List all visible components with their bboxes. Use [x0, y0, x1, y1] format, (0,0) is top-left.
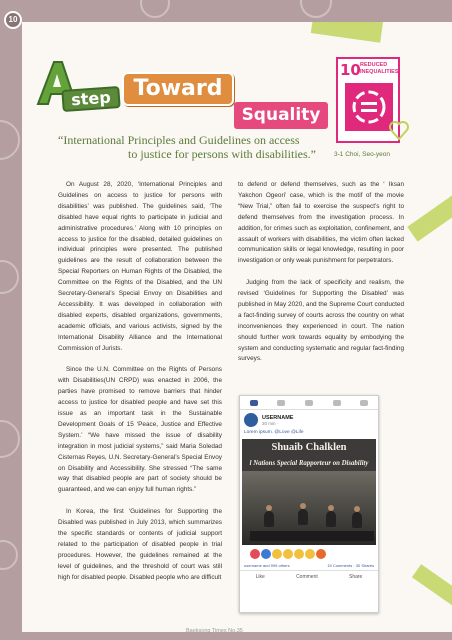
- sdg-badge: [336, 57, 400, 143]
- social-post-card: [239, 395, 379, 613]
- like-react-icon[interactable]: [261, 549, 271, 559]
- photo-banner-title: Shuaib Chalklen: [271, 442, 347, 453]
- background-swirl: [140, 0, 170, 18]
- sdg-number: 10: [340, 61, 361, 79]
- tape-decoration: [412, 564, 452, 606]
- title-line-2: to justice for persons with disabilities.”: [128, 147, 316, 161]
- avatar[interactable]: [244, 413, 258, 427]
- post-time: 30 min ·: [262, 420, 279, 426]
- equality-icon: [345, 83, 393, 131]
- panelist: [298, 509, 308, 525]
- toward-label: Toward: [122, 72, 234, 106]
- care-react-icon[interactable]: [272, 549, 282, 559]
- like-button[interactable]: Like: [255, 574, 265, 580]
- panelist: [326, 511, 336, 527]
- comment-button[interactable]: Comment: [296, 574, 318, 580]
- post-stats: [240, 561, 378, 570]
- paragraph: Judging from the lack of specificity and realism, the revised ‘Guidelines for Supporting the Disabled’ was published in May 2020, and the Supreme Court conducted a fact-finding survey of courts across the country on what inconveniences they experienced in court. The nation should further work towards equality by embodying the system and conducting systematic and regular fact-finding surveys.: [238, 279, 404, 363]
- post-photo: [242, 439, 376, 545]
- background-swirl: [0, 120, 20, 160]
- friends-icon[interactable]: [277, 400, 285, 406]
- squality-label: Squality: [234, 102, 328, 129]
- left-column: [58, 180, 222, 594]
- right-column: [238, 180, 404, 376]
- sdg-label: REDUCED INEQUALITIES: [360, 62, 399, 75]
- background-swirl: [300, 0, 332, 18]
- paragraph: On August 28, 2020, ‘International Principles and Guidelines on access to justice for persons with disabilities’ was published. The guidelines said, ‘The disabled have equal rights to participate in judicial and administrative procedures.’ Along with 10 principles on access to justice for the disabled, detailed guidelines on individual principles were presented. The published guidelines are the result of collaboration between the Special Reporters on Human Rights of the Disabled, the Committee on the Rights of the Disabled, and the UN Secretary-General’s Special Envoy on Disabilities and Accessibility. It was developed in collaboration with disabled experts, disabled organizations, governments, academic officials, and various activists, signed by the International Disability Alliance and the International Commission of Jurists.: [58, 181, 222, 352]
- article-page: [22, 22, 452, 632]
- panelist: [352, 512, 362, 528]
- post-header: [240, 410, 378, 430]
- author-byline: 3-1 Choi, Seo-yeon: [334, 151, 391, 158]
- angry-react-icon[interactable]: [316, 549, 326, 559]
- footer-text: Baeksong Times No.35: [186, 628, 243, 634]
- article-title: [58, 133, 358, 161]
- background-swirl: [0, 420, 20, 458]
- haha-react-icon[interactable]: [283, 549, 293, 559]
- paragraph: to defend or defend themselves, such as the ‘ Iksan Yakchon Ogeori’ case, which is the motif of the movie “New Trial,” often fail to exercise the suspect’s right to defend themselves from the investigation process. In addition, for crimes such as exploitation, confinement, and assault of workers with disabilities, the victim often lacked communication skills or legal knowledge, resulting in poor investigation or only weak punishment for perpetrators.: [238, 181, 404, 265]
- menu-icon[interactable]: [360, 400, 368, 406]
- notifications-icon[interactable]: [333, 400, 341, 406]
- title-line-1: “International Principles and Guidelines on access: [58, 133, 300, 147]
- sad-react-icon[interactable]: [305, 549, 315, 559]
- home-icon[interactable]: [250, 400, 258, 406]
- heart-icon: [388, 119, 410, 141]
- panelist: [264, 511, 274, 527]
- messenger-icon[interactable]: [305, 400, 313, 406]
- page-number: 10: [4, 11, 22, 29]
- post-actions: [240, 570, 378, 583]
- panel-stage: [242, 471, 376, 545]
- step-label: step: [61, 86, 120, 112]
- paragraph: Since the U.N. Committee on the Rights of Persons with Disabilities(UN CRPD) was enacted in 2006, the parties have promised to remove barriers that hinder access to justice for disabled people and have set this issue as an important task in the Sustainable Development Goals of 15 ‘Peace, Justice and Effective System.’ “We have missed the issue of disability integration in most judicial systems,” said Maria Soledad Cisternas Reyes, U.N. Secretary-General’s Special Envoy on Disability and Accessibility. She stressed “The same way that disabled people are part of society should be guaranteed, and we can enjoy full human rights.”: [58, 366, 222, 494]
- share-button[interactable]: Share: [349, 574, 363, 580]
- tape-decoration: [407, 192, 452, 241]
- tape-decoration: [311, 22, 383, 43]
- comments-shares-count[interactable]: 15 Comments · 30 Shares: [327, 563, 374, 568]
- panel-table: [250, 531, 374, 541]
- love-react-icon[interactable]: [250, 549, 260, 559]
- photo-banner-subtitle: l Nations Special Rapporteur on Disability: [249, 460, 369, 467]
- post-caption: Lorem ipsum. @Love @Life: [244, 430, 304, 435]
- background-swirl: [0, 260, 19, 294]
- wow-react-icon[interactable]: [294, 549, 304, 559]
- post-username[interactable]: USERNAME: [262, 414, 294, 421]
- reaction-bar: [240, 545, 378, 561]
- paragraph: In Korea, the first ‘Guidelines for Supporting the Disabled was published in July 2013, which summarizes the specific standards or contents of judicial support related to the participation of disabled people in trial procedures. However, the guidelines remained at the level of guidelines, and the threshold of court was still high for disabled people. Disabled people who are difficult: [58, 508, 222, 581]
- likes-count[interactable]: username and 999 others: [244, 563, 290, 568]
- social-nav-bar: [240, 396, 378, 410]
- background-swirl: [0, 540, 18, 570]
